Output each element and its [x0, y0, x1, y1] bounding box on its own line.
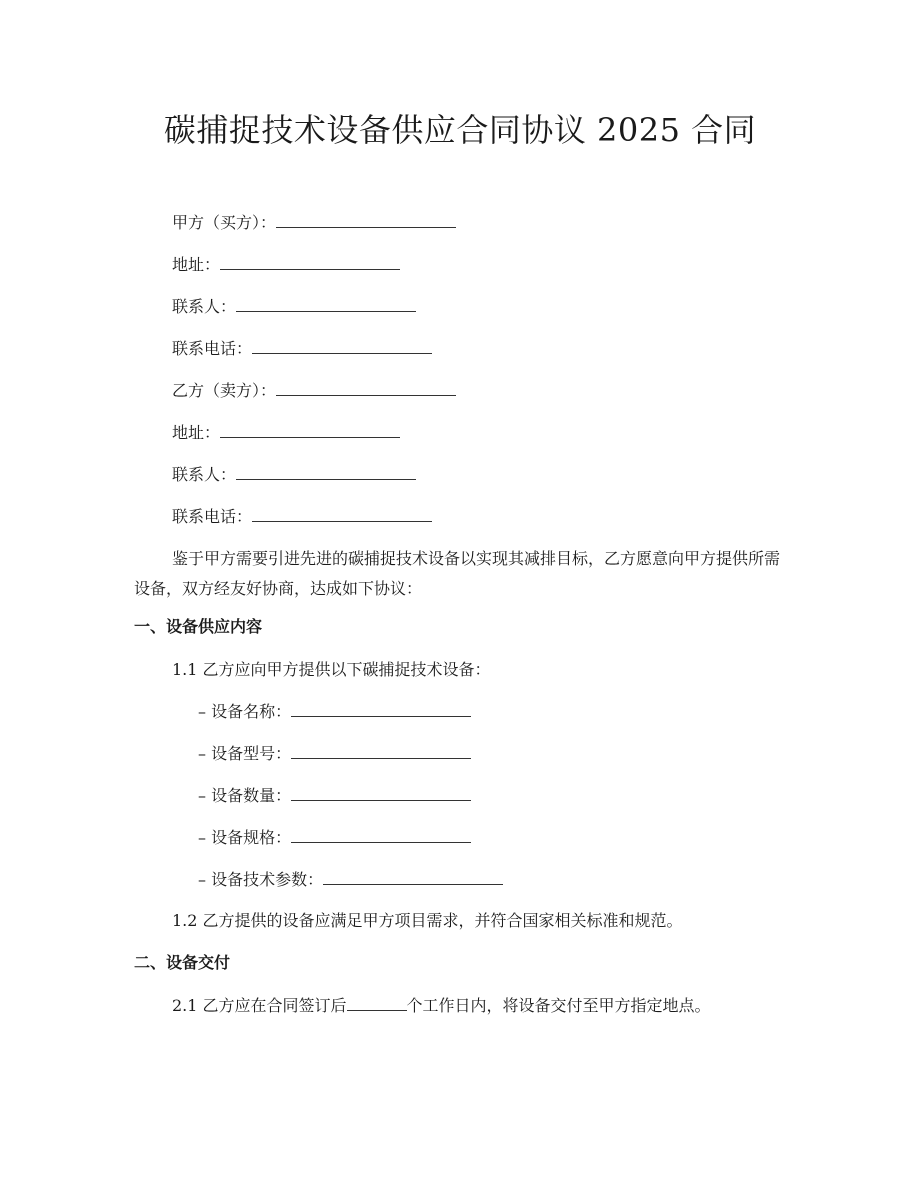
party-b-name-field	[172, 379, 456, 403]
fill-in-blank	[220, 421, 400, 438]
field-label: 联系人：	[172, 465, 237, 484]
field-label: 乙方（卖方）：	[172, 381, 277, 400]
field-label: 联系电话：	[172, 507, 253, 526]
section-heading-equipment-supply: 一、设备供应内容	[134, 617, 263, 636]
party-b-address-field	[172, 421, 400, 445]
item-label: – 设备技术参数：	[198, 870, 324, 889]
fill-in-blank	[291, 700, 471, 717]
field-label: 联系人：	[172, 297, 237, 316]
party-a-contact-field	[172, 295, 416, 319]
fill-in-blank	[291, 784, 471, 801]
fill-in-blank	[252, 337, 432, 354]
party-a-name-field	[172, 211, 456, 235]
fill-in-blank	[347, 994, 407, 1011]
fill-in-blank	[252, 505, 432, 522]
fill-in-blank	[323, 868, 503, 885]
clause-1-2: 1.2 乙方提供的设备应满足甲方项目需求，并符合国家相关标准和规范。	[172, 911, 683, 930]
fill-in-blank	[236, 295, 416, 312]
equipment-model-item	[198, 742, 471, 766]
equipment-quantity-item	[198, 784, 471, 808]
preamble-paragraph: 鉴于甲方需要引进先进的碳捕捉技术设备以实现其减排目标，乙方愿意向甲方提供所需设备，双方经友好协商，达成如下协议：	[134, 549, 781, 598]
fill-in-blank	[291, 742, 471, 759]
clause-text-after-blank: 个工作日内，将设备交付至甲方指定地点。	[406, 996, 711, 1015]
field-label: 地址：	[172, 255, 221, 274]
section-heading-delivery: 二、设备交付	[134, 953, 231, 972]
fill-in-blank	[276, 211, 456, 228]
item-label: – 设备名称：	[198, 702, 292, 721]
item-label: – 设备规格：	[198, 828, 292, 847]
field-label: 甲方（买方）：	[172, 213, 277, 232]
item-label: – 设备数量：	[198, 786, 292, 805]
fill-in-blank	[220, 253, 400, 270]
field-label: 联系电话：	[172, 339, 253, 358]
field-label: 地址：	[172, 423, 221, 442]
fill-in-blank	[236, 463, 416, 480]
clause-1-1: 1.1 乙方应向甲方提供以下碳捕捉技术设备：	[172, 660, 491, 679]
equipment-spec-item	[198, 826, 471, 850]
party-a-phone-field	[172, 337, 432, 361]
fill-in-blank	[276, 379, 456, 396]
equipment-tech-params-item	[198, 868, 503, 892]
equipment-name-item	[198, 700, 471, 724]
item-label: – 设备型号：	[198, 744, 292, 763]
document-title: 碳捕捉技术设备供应合同协议 2025 合同	[163, 111, 757, 149]
party-a-address-field	[172, 253, 400, 277]
party-b-contact-field	[172, 463, 416, 487]
fill-in-blank	[291, 826, 471, 843]
party-b-phone-field	[172, 505, 432, 529]
clause-2-1	[172, 994, 711, 1018]
clause-text-before-blank: 2.1 乙方应在合同签订后	[172, 996, 347, 1015]
